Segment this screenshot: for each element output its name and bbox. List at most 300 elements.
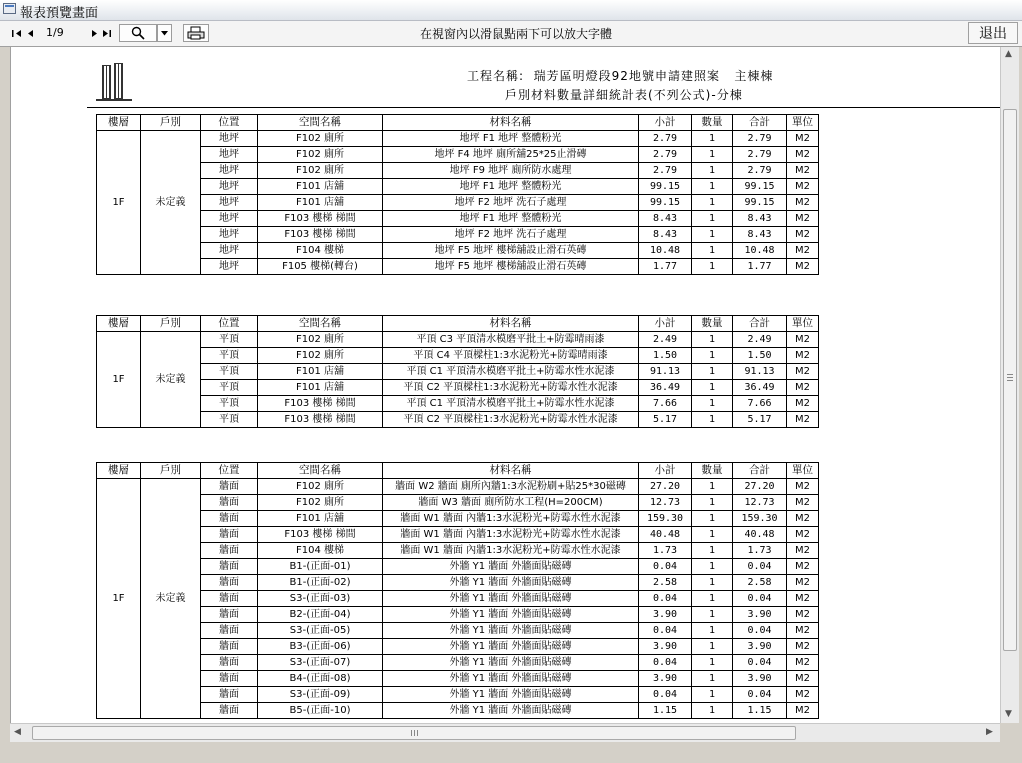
table-cell: 外牆 Y1 牆面 外牆面貼磁磚	[383, 623, 639, 639]
table-cell: 平頂	[201, 412, 258, 428]
table-cell: 牆面	[201, 511, 258, 527]
table-cell: M2	[787, 147, 819, 163]
table-cell: 1.15	[733, 703, 787, 719]
column-header: 小計	[639, 463, 692, 479]
table-cell: 牆面 W1 牆面 內牆1:3水泥粉光+防霉水性水泥漆	[383, 527, 639, 543]
unit-cell: 未定義	[141, 479, 201, 719]
table-cell: 牆面	[201, 703, 258, 719]
table-cell: 牆面	[201, 639, 258, 655]
table-cell: 0.04	[733, 655, 787, 671]
table-cell: M2	[787, 639, 819, 655]
table-cell: M2	[787, 179, 819, 195]
column-header: 材料名稱	[383, 316, 639, 332]
table-cell: M2	[787, 607, 819, 623]
window-titlebar	[0, 0, 1022, 21]
table-row	[97, 227, 819, 243]
table-cell: 0.04	[733, 623, 787, 639]
zoom-hint: 在視窗內以滑鼠點兩下可以放大字體	[420, 27, 613, 41]
table-cell: 3.90	[639, 607, 692, 623]
table-cell: 牆面	[201, 575, 258, 591]
unit-cell: 未定義	[141, 332, 201, 428]
column-header: 合計	[733, 316, 787, 332]
table-cell: 99.15	[733, 179, 787, 195]
column-header: 空間名稱	[258, 316, 383, 332]
table-cell: 3.90	[733, 671, 787, 687]
material-table	[96, 315, 819, 428]
table-cell: M2	[787, 332, 819, 348]
table-row	[97, 591, 819, 607]
column-header: 位置	[201, 115, 258, 131]
column-header: 戶別	[141, 115, 201, 131]
column-header: 數量	[692, 316, 733, 332]
next-page-icon	[91, 29, 98, 38]
table-cell: 地坪 F5 地坪 樓梯舖設止滑石英磚	[383, 259, 639, 275]
vertical-scrollbar[interactable]	[1000, 47, 1019, 723]
table-cell: 牆面	[201, 495, 258, 511]
table-row	[97, 543, 819, 559]
page-indicator: 1/9	[46, 26, 64, 39]
table-cell: 1	[692, 639, 733, 655]
table-cell: F102 廁所	[258, 163, 383, 179]
table-cell: 1	[692, 179, 733, 195]
column-header: 樓層	[97, 115, 141, 131]
table-cell: 1.73	[639, 543, 692, 559]
column-header: 材料名稱	[383, 463, 639, 479]
table-cell: F101 店舖	[258, 195, 383, 211]
table-header-row	[97, 463, 819, 479]
table-cell: 2.79	[733, 163, 787, 179]
table-cell: M2	[787, 243, 819, 259]
table-cell: B1-(正面-01)	[258, 559, 383, 575]
table-row	[97, 131, 819, 147]
table-row	[97, 527, 819, 543]
window-icon	[3, 3, 16, 14]
table-cell: F104 樓梯	[258, 243, 383, 259]
report-toolbar	[0, 21, 1022, 47]
table-cell: 牆面	[201, 543, 258, 559]
column-header: 小計	[639, 316, 692, 332]
table-cell: M2	[787, 396, 819, 412]
table-cell: 0.04	[733, 559, 787, 575]
table-cell: 1	[692, 495, 733, 511]
next-page-button[interactable]	[88, 24, 100, 42]
table-cell: F101 店舖	[258, 364, 383, 380]
table-cell: 1	[692, 591, 733, 607]
table-cell: 牆面 W1 牆面 內牆1:3水泥粉光+防霉水性水泥漆	[383, 543, 639, 559]
table-cell: M2	[787, 211, 819, 227]
table-cell: 牆面 W1 牆面 內牆1:3水泥粉光+防霉水性水泥漆	[383, 511, 639, 527]
table-cell: M2	[787, 623, 819, 639]
table-cell: 平頂 C4 平頂樑柱1:3水泥粉光+防霉晴雨漆	[383, 348, 639, 364]
table-cell: 1.50	[639, 348, 692, 364]
column-header: 合計	[733, 463, 787, 479]
table-cell: M2	[787, 527, 819, 543]
table-cell: 外牆 Y1 牆面 外牆面貼磁磚	[383, 591, 639, 607]
table-cell: 2.79	[733, 131, 787, 147]
table-cell: 40.48	[733, 527, 787, 543]
table-cell: 2.79	[639, 163, 692, 179]
table-row	[97, 163, 819, 179]
table-cell: F101 店舖	[258, 179, 383, 195]
table-cell: 10.48	[733, 243, 787, 259]
table-cell: B3-(正面-06)	[258, 639, 383, 655]
table-cell: 牆面	[201, 623, 258, 639]
table-cell: F105 樓梯(轉台)	[258, 259, 383, 275]
table-cell: F102 廁所	[258, 131, 383, 147]
table-row	[97, 412, 819, 428]
table-cell: 1	[692, 147, 733, 163]
table-cell: 1	[692, 131, 733, 147]
table-cell: 2.49	[733, 332, 787, 348]
report-title: 戶別材料數量詳細統計表(不列公式)-分棟	[505, 88, 743, 102]
window-title: 報表預覽畫面	[20, 6, 99, 21]
table-row	[97, 195, 819, 211]
table-cell: B4-(正面-08)	[258, 671, 383, 687]
table-cell: 1	[692, 396, 733, 412]
table-cell: 91.13	[639, 364, 692, 380]
table-cell: M2	[787, 259, 819, 275]
table-cell: 平頂 C1 平頂清水模磨平批土+防霉水性水泥漆	[383, 396, 639, 412]
table-cell: M2	[787, 131, 819, 147]
scroll-right-icon[interactable]: ▶	[986, 727, 993, 737]
table-cell: 地坪 F1 地坪 整體粉光	[383, 179, 639, 195]
table-cell: M2	[787, 703, 819, 719]
table-cell: 牆面 W3 牆面 廁所防水工程(H=200CM)	[383, 495, 639, 511]
table-row	[97, 687, 819, 703]
scroll-up-icon[interactable]: ▲	[1005, 49, 1012, 59]
table-cell: M2	[787, 543, 819, 559]
chevron-down-icon	[161, 31, 168, 36]
header-divider	[87, 107, 1001, 108]
table-cell: 0.04	[639, 623, 692, 639]
table-cell: 牆面	[201, 591, 258, 607]
table-cell: F102 廁所	[258, 479, 383, 495]
table-cell: F103 樓梯 梯間	[258, 412, 383, 428]
table-cell: 8.43	[639, 211, 692, 227]
table-cell: 地坪 F1 地坪 整體粉光	[383, 211, 639, 227]
table-cell: 地坪 F2 地坪 洗石子處理	[383, 195, 639, 211]
table-cell: M2	[787, 479, 819, 495]
table-cell: 2.58	[639, 575, 692, 591]
table-cell: M2	[787, 671, 819, 687]
table-row	[97, 380, 819, 396]
company-logo	[96, 61, 136, 101]
table-cell: 5.17	[733, 412, 787, 428]
table-cell: 1	[692, 703, 733, 719]
table-row	[97, 147, 819, 163]
column-header: 材料名稱	[383, 115, 639, 131]
table-cell: S3-(正面-09)	[258, 687, 383, 703]
first-page-icon	[12, 29, 22, 38]
table-cell: 10.48	[639, 243, 692, 259]
table-row	[97, 479, 819, 495]
table-cell: M2	[787, 575, 819, 591]
table-cell: M2	[787, 495, 819, 511]
table-cell: 地坪	[201, 227, 258, 243]
column-header: 樓層	[97, 463, 141, 479]
table-row	[97, 348, 819, 364]
prev-page-button[interactable]	[24, 24, 36, 42]
table-cell: M2	[787, 591, 819, 607]
table-cell: 1	[692, 364, 733, 380]
table-cell: 1	[692, 211, 733, 227]
column-header: 合計	[733, 115, 787, 131]
table-cell: M2	[787, 348, 819, 364]
column-header: 空間名稱	[258, 463, 383, 479]
table-cell: 7.66	[733, 396, 787, 412]
table-cell: 外牆 Y1 牆面 外牆面貼磁磚	[383, 639, 639, 655]
table-cell: 1	[692, 607, 733, 623]
table-cell: 1	[692, 575, 733, 591]
table-cell: 1	[692, 655, 733, 671]
table-row	[97, 623, 819, 639]
table-cell: 0.04	[733, 687, 787, 703]
material-table	[96, 462, 819, 719]
table-cell: 7.66	[639, 396, 692, 412]
table-cell: 地坪 F4 地坪 廁所舖25*25止滑磚	[383, 147, 639, 163]
table-cell: 平頂	[201, 332, 258, 348]
table-cell: 5.17	[639, 412, 692, 428]
last-page-icon	[102, 29, 112, 38]
print-button[interactable]	[183, 24, 209, 42]
table-cell: 牆面	[201, 479, 258, 495]
table-cell: M2	[787, 655, 819, 671]
column-header: 空間名稱	[258, 115, 383, 131]
prev-page-icon	[27, 29, 34, 38]
table-cell: 牆面	[201, 655, 258, 671]
table-cell: S3-(正面-05)	[258, 623, 383, 639]
table-cell: 1	[692, 348, 733, 364]
table-row	[97, 607, 819, 623]
table-cell: 1.73	[733, 543, 787, 559]
table-cell: M2	[787, 163, 819, 179]
table-cell: 36.49	[639, 380, 692, 396]
table-cell: 平頂 C2 平頂樑柱1:3水泥粉光+防霉水性水泥漆	[383, 412, 639, 428]
search-icon	[131, 26, 145, 40]
table-cell: 牆面	[201, 687, 258, 703]
table-row	[97, 364, 819, 380]
table-cell: 地坪	[201, 131, 258, 147]
table-cell: M2	[787, 195, 819, 211]
table-row	[97, 211, 819, 227]
table-cell: 1	[692, 195, 733, 211]
table-cell: 8.43	[733, 211, 787, 227]
table-cell: F103 樓梯 梯間	[258, 527, 383, 543]
table-cell: 1	[692, 511, 733, 527]
table-cell: 地坪	[201, 179, 258, 195]
table-cell: 1.50	[733, 348, 787, 364]
table-cell: 2.58	[733, 575, 787, 591]
table-cell: F102 廁所	[258, 147, 383, 163]
table-cell: 3.90	[733, 607, 787, 623]
table-header-row	[97, 115, 819, 131]
table-cell: 1	[692, 543, 733, 559]
column-header: 戶別	[141, 463, 201, 479]
column-header: 數量	[692, 463, 733, 479]
table-cell: 1	[692, 259, 733, 275]
zoom-button[interactable]	[119, 24, 157, 42]
table-cell: 1.77	[733, 259, 787, 275]
table-cell: 91.13	[733, 364, 787, 380]
table-cell: M2	[787, 687, 819, 703]
table-cell: 1.15	[639, 703, 692, 719]
table-cell: 40.48	[639, 527, 692, 543]
table-cell: 159.30	[639, 511, 692, 527]
table-cell: 12.73	[733, 495, 787, 511]
report-preview[interactable]	[10, 47, 1001, 723]
table-cell: 牆面	[201, 527, 258, 543]
table-cell: 2.49	[639, 332, 692, 348]
table-cell: 牆面 W2 牆面 廁所內牆1:3水泥粉刷+貼25*30磁磚	[383, 479, 639, 495]
table-row	[97, 671, 819, 687]
table-cell: M2	[787, 380, 819, 396]
table-cell: S3-(正面-03)	[258, 591, 383, 607]
table-cell: 1	[692, 687, 733, 703]
table-cell: 地坪	[201, 163, 258, 179]
column-header: 位置	[201, 316, 258, 332]
table-cell: 外牆 Y1 牆面 外牆面貼磁磚	[383, 687, 639, 703]
table-cell: 3.90	[639, 639, 692, 655]
exit-button[interactable]: 退出	[968, 22, 1018, 44]
table-cell: 地坪	[201, 211, 258, 227]
scroll-left-icon[interactable]: ◀	[14, 727, 21, 737]
floor-cell: 1F	[97, 332, 141, 428]
table-row	[97, 396, 819, 412]
floor-cell: 1F	[97, 479, 141, 719]
table-row	[97, 655, 819, 671]
last-page-button[interactable]	[100, 24, 114, 42]
table-cell: 36.49	[733, 380, 787, 396]
table-cell: 0.04	[639, 687, 692, 703]
table-header-row	[97, 316, 819, 332]
table-cell: 平頂 C2 平頂樑柱1:3水泥粉光+防霉水性水泥漆	[383, 380, 639, 396]
table-row	[97, 559, 819, 575]
table-cell: 平頂	[201, 380, 258, 396]
table-cell: 2.79	[639, 131, 692, 147]
table-cell: 平頂 C3 平頂清水模磨平批土+防霉晴雨漆	[383, 332, 639, 348]
table-cell: 地坪	[201, 243, 258, 259]
table-cell: 1	[692, 623, 733, 639]
table-row	[97, 179, 819, 195]
table-cell: 地坪	[201, 259, 258, 275]
table-row	[97, 703, 819, 719]
table-cell: F101 店舖	[258, 511, 383, 527]
table-cell: B5-(正面-10)	[258, 703, 383, 719]
column-header: 樓層	[97, 316, 141, 332]
table-cell: 1	[692, 527, 733, 543]
table-row	[97, 495, 819, 511]
table-cell: F103 樓梯 梯間	[258, 396, 383, 412]
table-cell: F103 樓梯 梯間	[258, 227, 383, 243]
column-header: 單位	[787, 463, 819, 479]
table-cell: 3.90	[733, 639, 787, 655]
table-cell: 地坪 F1 地坪 整體粉光	[383, 131, 639, 147]
table-cell: 地坪	[201, 147, 258, 163]
table-cell: 1	[692, 559, 733, 575]
table-cell: F103 樓梯 梯間	[258, 211, 383, 227]
table-cell: 外牆 Y1 牆面 外牆面貼磁磚	[383, 655, 639, 671]
table-cell: 平頂	[201, 396, 258, 412]
table-row	[97, 639, 819, 655]
table-cell: 0.04	[639, 655, 692, 671]
table-cell: 1	[692, 227, 733, 243]
table-cell: 1	[692, 479, 733, 495]
table-cell: 99.15	[733, 195, 787, 211]
table-cell: 1	[692, 243, 733, 259]
table-cell: 99.15	[639, 195, 692, 211]
table-row	[97, 332, 819, 348]
table-cell: 2.79	[639, 147, 692, 163]
table-cell: 8.43	[639, 227, 692, 243]
table-cell: F102 廁所	[258, 348, 383, 364]
table-cell: 外牆 Y1 牆面 外牆面貼磁磚	[383, 575, 639, 591]
table-cell: 外牆 Y1 牆面 外牆面貼磁磚	[383, 559, 639, 575]
horizontal-scroll-thumb[interactable]	[32, 726, 796, 740]
table-cell: 牆面	[201, 559, 258, 575]
table-cell: 1.77	[639, 259, 692, 275]
column-header: 位置	[201, 463, 258, 479]
table-cell: 2.79	[733, 147, 787, 163]
table-row	[97, 259, 819, 275]
table-cell: 1	[692, 412, 733, 428]
table-cell: F104 樓梯	[258, 543, 383, 559]
column-header: 小計	[639, 115, 692, 131]
table-cell: 地坪 F2 地坪 洗石子處理	[383, 227, 639, 243]
table-row	[97, 511, 819, 527]
table-cell: 地坪 F5 地坪 樓梯舖設止滑石英磚	[383, 243, 639, 259]
table-cell: S3-(正面-07)	[258, 655, 383, 671]
table-cell: 0.04	[639, 559, 692, 575]
table-cell: 外牆 Y1 牆面 外牆面貼磁磚	[383, 671, 639, 687]
unit-cell: 未定義	[141, 131, 201, 275]
table-cell: 平頂 C1 平頂清水模磨平批土+防霉水性水泥漆	[383, 364, 639, 380]
table-cell: 1	[692, 671, 733, 687]
table-cell: 地坪 F9 地坪 廁所防水處理	[383, 163, 639, 179]
table-row	[97, 575, 819, 591]
table-cell: M2	[787, 364, 819, 380]
table-cell: 159.30	[733, 511, 787, 527]
table-cell: 12.73	[639, 495, 692, 511]
table-cell: 0.04	[639, 591, 692, 607]
table-cell: F101 店舖	[258, 380, 383, 396]
material-table	[96, 114, 819, 275]
table-cell: 外牆 Y1 牆面 外牆面貼磁磚	[383, 607, 639, 623]
zoom-dropdown[interactable]	[157, 24, 172, 42]
floor-cell: 1F	[97, 131, 141, 275]
table-cell: 27.20	[733, 479, 787, 495]
project-name: 工程名稱: 瑞芳區明燈段92地號申請建照案 主棟棟	[467, 69, 774, 83]
table-cell: 1	[692, 380, 733, 396]
table-cell: 1	[692, 163, 733, 179]
table-cell: 牆面	[201, 671, 258, 687]
table-cell: 99.15	[639, 179, 692, 195]
table-cell: 平頂	[201, 348, 258, 364]
first-page-button[interactable]	[10, 24, 24, 42]
vertical-scroll-thumb[interactable]	[1003, 109, 1017, 651]
table-cell: 8.43	[733, 227, 787, 243]
table-cell: 3.90	[639, 671, 692, 687]
printer-icon	[187, 26, 205, 40]
table-cell: 牆面	[201, 607, 258, 623]
table-cell: 0.04	[733, 591, 787, 607]
table-cell: 27.20	[639, 479, 692, 495]
table-cell: 地坪	[201, 195, 258, 211]
table-cell: B1-(正面-02)	[258, 575, 383, 591]
table-cell: F102 廁所	[258, 332, 383, 348]
horizontal-scrollbar[interactable]	[10, 723, 1000, 742]
column-header: 單位	[787, 115, 819, 131]
scroll-down-icon[interactable]: ▼	[1005, 709, 1012, 719]
